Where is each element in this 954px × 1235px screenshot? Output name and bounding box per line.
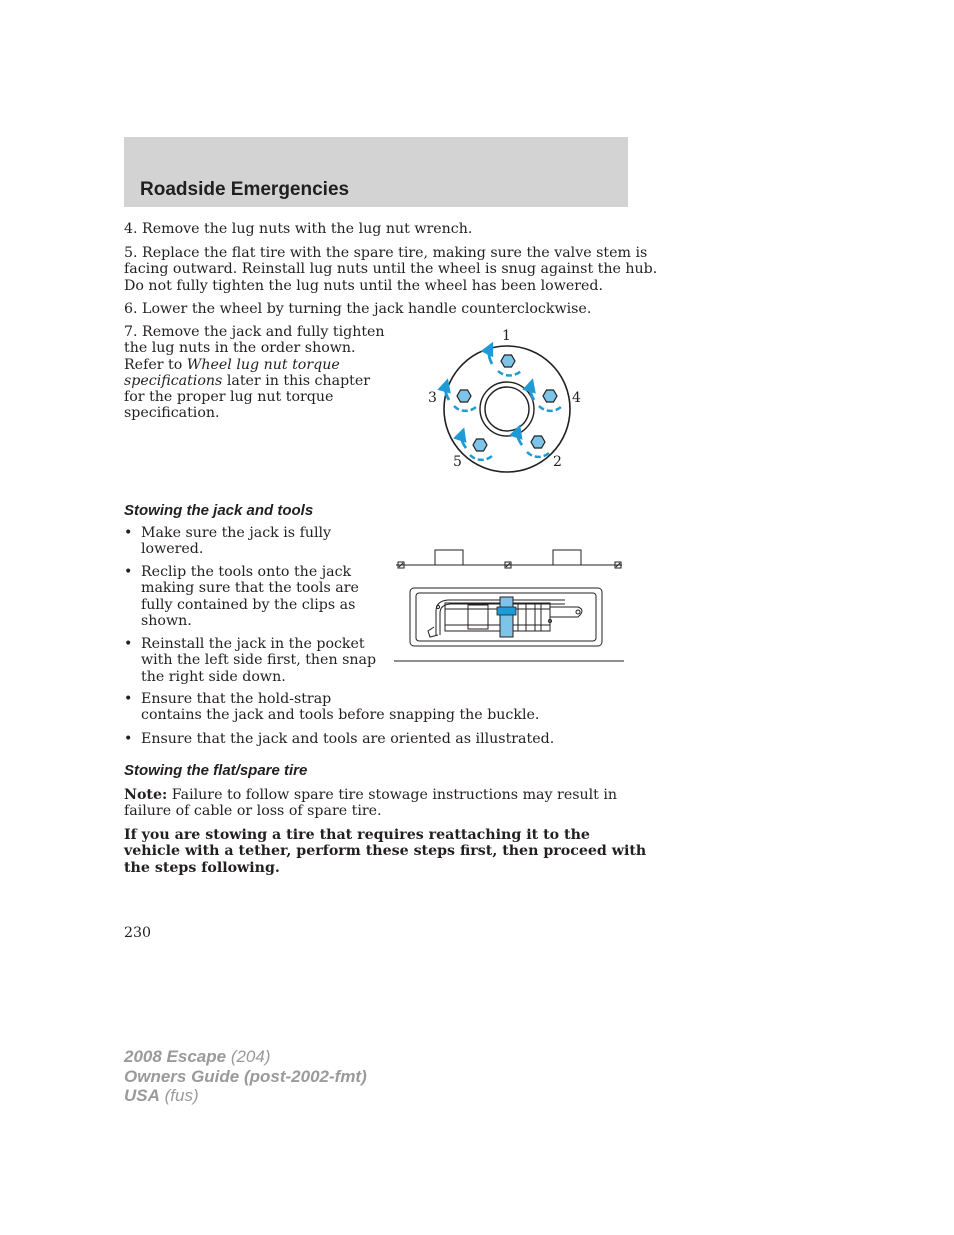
step-5-line: Do not fully tighten the lug nuts until the wheel has been lowered. — [124, 277, 604, 294]
note-line: failure of cable or loss of spare tire. — [124, 803, 382, 820]
order-label-5: 5 — [453, 454, 462, 470]
bullet-dot: • — [124, 564, 133, 580]
lug-nut-order-diagram — [420, 324, 590, 474]
bullet-dot: • — [124, 731, 133, 747]
bullet-line: fully contained by the clips as — [141, 596, 356, 613]
step-5-line: 5. Replace the flat tire with the spare tire, making sure the valve stem is — [124, 245, 648, 261]
order-label-1: 1 — [502, 328, 511, 344]
bullet-line: Ensure that the hold-strap — [141, 691, 332, 707]
bullet-line: lowered. — [141, 541, 204, 558]
warning-line: the steps following. — [124, 859, 280, 876]
lug-wrench — [550, 607, 582, 617]
bullet-dot: • — [124, 636, 133, 652]
center-bore-outer — [480, 382, 534, 436]
footer-market: USA — [124, 1086, 160, 1105]
lug-nut-3 — [445, 385, 477, 411]
warning-line: vehicle with a tether, perform these steps first, then proceed with — [124, 843, 647, 860]
order-label-4: 4 — [572, 390, 581, 406]
order-label-3: 3 — [428, 390, 437, 406]
step-7-line: for the proper lug nut torque — [124, 389, 334, 406]
step-6: 6. Lower the wheel by turning the jack handle counterclockwise. — [124, 301, 592, 317]
torque-spec-link-text: Wheel lug nut torque — [186, 356, 340, 373]
step-7 — [124, 324, 385, 422]
bullet-line: Make sure the jack is fully — [141, 525, 332, 541]
bullet-line: making sure that the tools are — [141, 580, 359, 597]
bullet-dot: • — [124, 525, 133, 541]
footer-guide: Owners Guide (post-2002-fmt) — [124, 1066, 367, 1086]
note-line: Failure to follow spare tire stowage instructions may result in — [167, 787, 618, 803]
torque-spec-link-text: specifications — [124, 372, 223, 389]
step-7-line: specification. — [124, 405, 220, 422]
section-title: Roadside Emergencies — [140, 179, 350, 200]
bullet-item — [124, 525, 331, 558]
center-bore-inner — [485, 387, 529, 431]
bullet-line: the right side down. — [141, 668, 286, 685]
strap-buckle — [497, 607, 516, 615]
tether-warning — [124, 827, 646, 876]
bullet-item — [124, 564, 359, 629]
bullet-line: contains the jack and tools before snapping the buckle. — [141, 707, 540, 724]
page-number: 230 — [124, 925, 152, 941]
order-label-2: 2 — [553, 454, 562, 470]
jack-stowage-illustration — [390, 545, 626, 665]
bullet-item — [124, 731, 554, 747]
bullet-line: shown. — [141, 612, 192, 629]
bullet-line: Reinstall the jack in the pocket — [141, 636, 365, 652]
lug-nut-2 — [518, 431, 551, 457]
bullet-item — [124, 636, 376, 685]
bullet-line: Reclip the tools onto the jack — [141, 564, 352, 580]
step-5-line: facing outward. Reinstall lug nuts until the wheel is snug against the hub. — [124, 261, 658, 278]
trim-tab — [553, 550, 581, 565]
step-7-line: 7. Remove the jack and fully tighten — [124, 324, 385, 340]
stowing-spare-heading: Stowing the flat/spare tire — [124, 762, 308, 779]
step-7-line: the lug nuts in the order shown. — [124, 340, 356, 357]
step-4: 4. Remove the lug nuts with the lug nut wrench. — [124, 221, 473, 237]
footer-model: 2008 Escape — [124, 1047, 227, 1066]
footer-market-code: (fus) — [159, 1086, 199, 1105]
document-footer — [124, 1047, 367, 1106]
bullet-line: with the left side first, then snap — [141, 652, 377, 669]
lug-nut-1 — [489, 348, 521, 375]
lug-nut-4 — [530, 385, 562, 411]
bullet-dot: • — [124, 691, 133, 707]
note-paragraph — [124, 787, 617, 820]
step-5 — [124, 245, 657, 294]
step-7-line: later in this chapter — [222, 372, 371, 389]
section-header — [124, 137, 628, 207]
bullet-item — [124, 691, 539, 724]
stowing-jack-heading: Stowing the jack and tools — [124, 502, 314, 519]
bullet-line: Ensure that the jack and tools are oriented as illustrated. — [141, 731, 555, 747]
warning-line: If you are stowing a tire that requires reattaching it to the — [124, 827, 590, 843]
step-7-line: Refer to — [124, 356, 187, 373]
trim-tab — [435, 550, 463, 565]
footer-model-code: (204) — [226, 1047, 271, 1066]
hold-strap — [500, 597, 513, 637]
note-label: Note: — [124, 787, 168, 803]
